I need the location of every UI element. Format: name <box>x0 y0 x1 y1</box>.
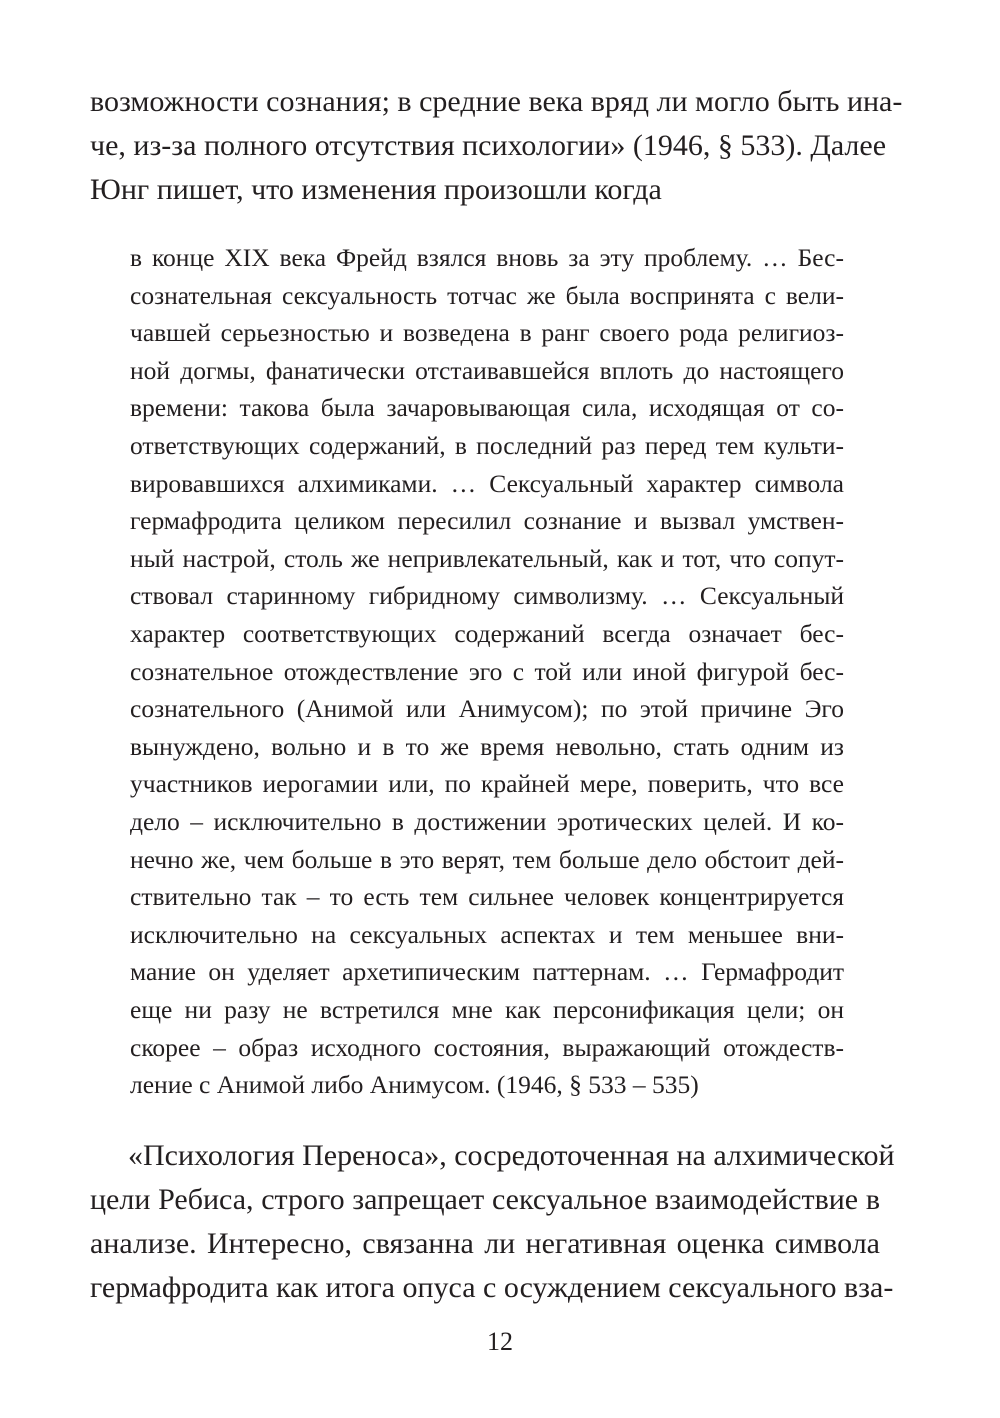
quote-line: в конце XIX века Фрейд взялся вновь за эту проблему. … Бес- <box>130 243 844 272</box>
text-line: Юнг пишет, что изменения произошли когда <box>90 173 662 206</box>
page-number: 12 <box>487 1327 513 1356</box>
quote-line: ление с Анимой либо Анимусом. (1946, § 533 – 535) <box>130 1070 699 1100</box>
quote-line: сознательное отождествление эго с той или иной фигурой бес- <box>130 656 844 686</box>
quote-line: гермафродита целиком пересилил сознание и вызвал умствен- <box>130 506 844 536</box>
quote-line: времени: такова была зачаровывающая сила, исходящая от со- <box>130 393 844 423</box>
quote-line: ной догмы, фанатически отстаивавшейся вплоть до настоящего <box>130 355 844 385</box>
quote-line: ствовал старинному гибридному символизму. … Сексуальный <box>130 581 844 611</box>
text-line: возможности сознания; в средние века вряд ли могло быть ина- <box>90 85 903 118</box>
text-line: «Психология Переноса», сосредоточенная на алхимической <box>128 1139 895 1172</box>
quote-line: сознательного (Анимой или Анимусом); по этой причине Эго <box>130 694 844 724</box>
quote-line: ный настрой, столь же непривлекательный, как и тот, что сопут- <box>130 543 844 573</box>
quote-line: нечно же, чем больше в это верят, тем больше дело обстоит дей- <box>130 844 844 874</box>
text-line: гермафродита как итога опуса с осуждением сексуального вза- <box>90 1271 894 1304</box>
quote-line: ствительно так – то есть тем сильнее человек концентрируется <box>130 882 844 912</box>
quote-line: исключительно на сексуальных аспектах и тем меньшее вни- <box>130 919 844 949</box>
quote-line: мание он уделяет архетипическим паттернам. … Гермафродит <box>130 957 844 987</box>
text-line: анализе. Интересно, связанна ли негативная оценка символа <box>90 1227 880 1260</box>
text-line: че, из-за полного отсутствия психологии» (1946, § 533). Далее <box>90 129 887 162</box>
quote-line: ответствующих содержаний, в последний раз перед тем культи- <box>130 431 844 460</box>
quote-line: еще ни разу не встретился мне как персонификация цели; он <box>130 995 844 1024</box>
quote-line: участников иерогамии или, по крайней мере, поверить, что все <box>130 769 844 799</box>
quote-line: сознательная сексуальность тотчас же была воспринята с вели- <box>130 280 844 310</box>
quote-line: чавшей серьезностью и возведена в ранг своего рода религиоз- <box>130 318 844 348</box>
quote-line: вынуждено, вольно и в то же время невольно, стать одним из <box>130 731 844 761</box>
quote-line: скорее – образ исходного состояния, выражающий отождеств- <box>130 1032 844 1062</box>
quote-line: дело – исключительно в достижении эротических целей. И ко- <box>130 807 844 836</box>
text-line: цели Ребиса, строго запрещает сексуальное взаимодействие в <box>90 1183 880 1216</box>
quote-line: характер соответствующих содержаний всегда означает бес- <box>130 619 844 648</box>
quote-line: вировавшихся алхимиками. … Сексуальный характер символа <box>130 468 844 498</box>
